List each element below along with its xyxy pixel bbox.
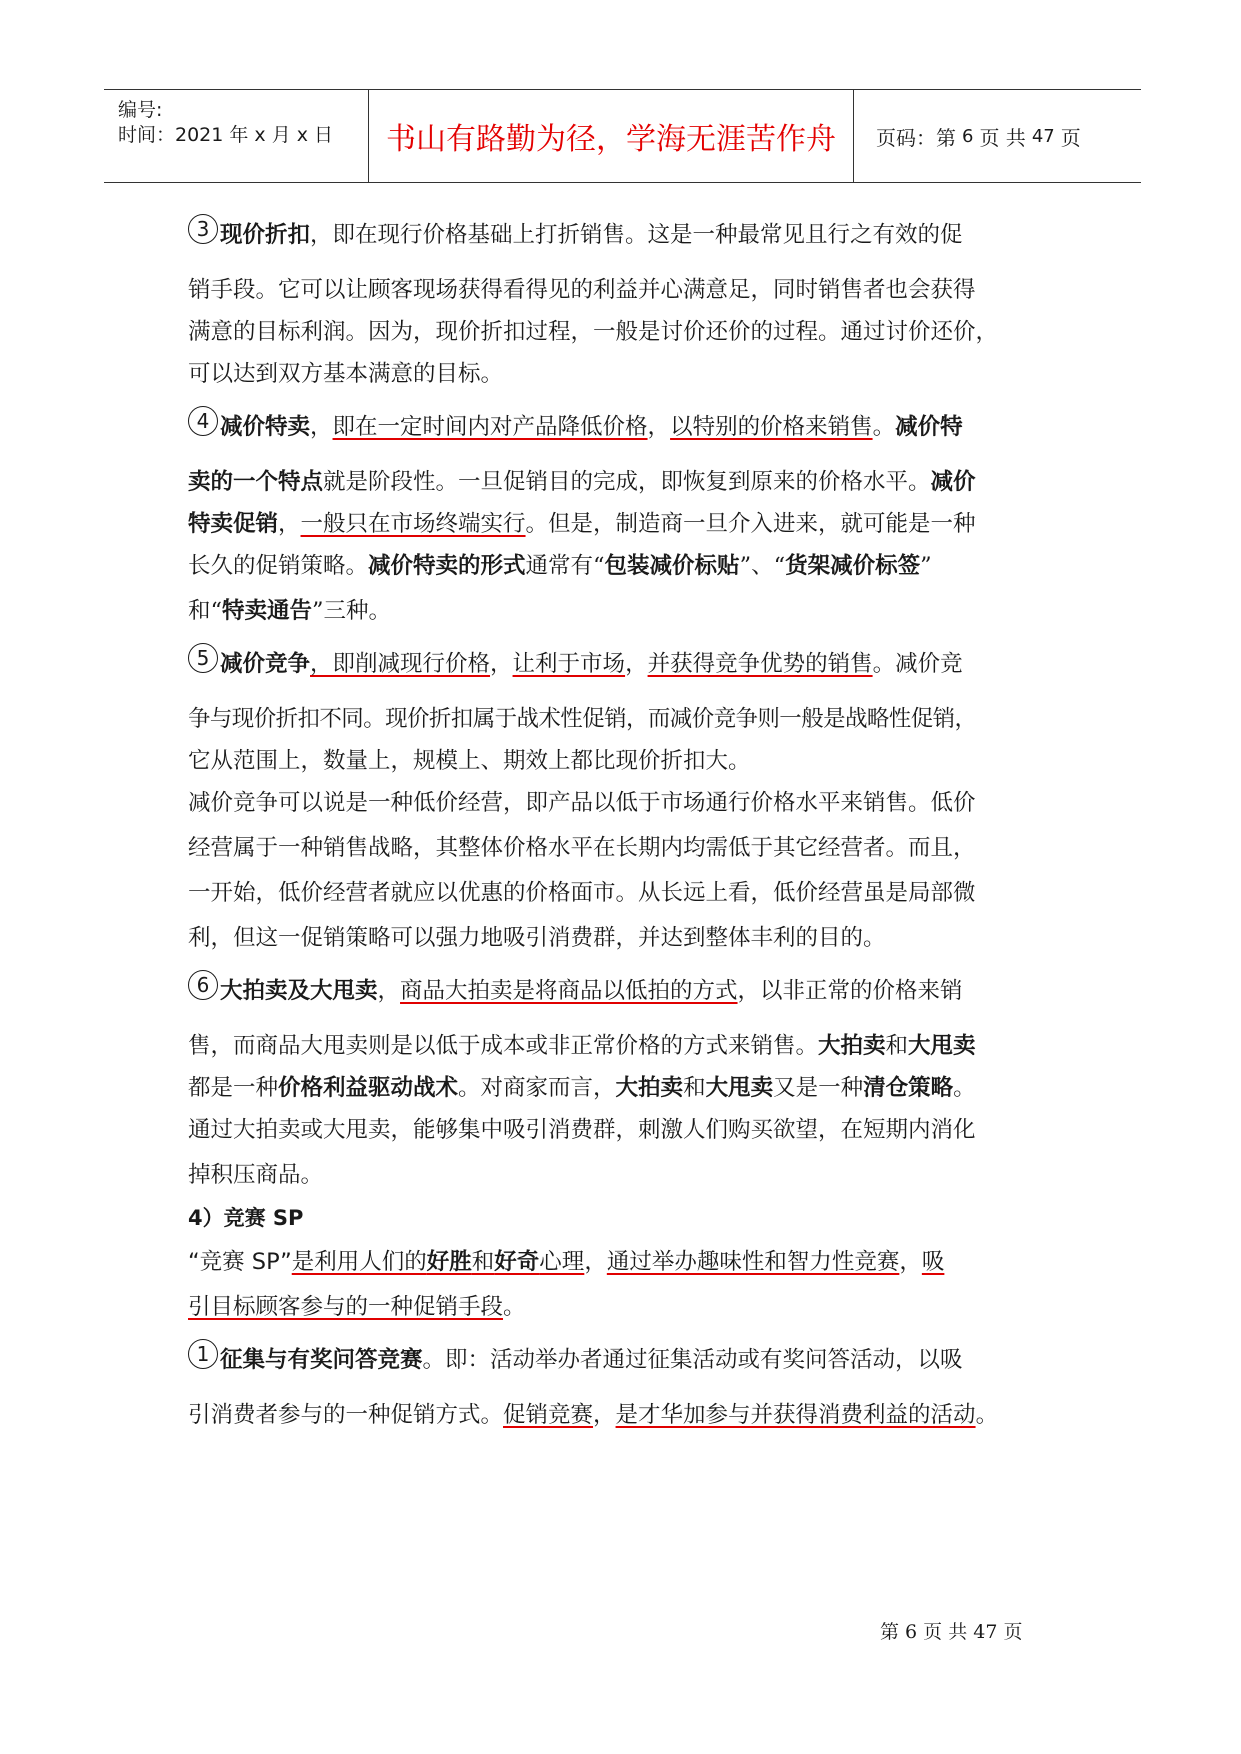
text-run: ， (490, 651, 513, 677)
text-line (188, 210, 1058, 260)
text-line (188, 1063, 1058, 1108)
page-label-mid: 页 共 (979, 125, 1026, 150)
bold-text: 包装减价标贴 (604, 553, 740, 579)
underlined-text: 通过举办趣味性和智力性竞赛 (606, 1249, 900, 1275)
text-line (188, 589, 1058, 639)
section-item-6 (188, 966, 1058, 1198)
page-footer: 第 6 页 共 47 页 (880, 1621, 1023, 1643)
circled-number: 5 (188, 643, 218, 673)
text-line (188, 544, 1058, 589)
bold-text: 卖的一个特点 (188, 469, 324, 495)
underlined-bold-text: 好胜 (426, 1249, 472, 1275)
text-run: 又是一种 (773, 1075, 864, 1101)
underlined-text: 吸 (921, 1249, 945, 1275)
underlined-bold-text: 好奇 (494, 1249, 540, 1275)
bold-text: 大拍卖 (615, 1075, 684, 1101)
text-run: 和“ (188, 598, 223, 624)
text-run: 。 (503, 1294, 526, 1320)
text-run: 和 (683, 1075, 706, 1101)
underlined-text: 即在一定时间内对产品降低价格 (332, 414, 648, 440)
underlined-text: 是才华加参与并获得消费利益的活动 (615, 1402, 976, 1428)
item-title: 减价特卖 (220, 414, 311, 440)
underlined-text: 和 (471, 1249, 495, 1275)
text-run: ， (625, 651, 648, 677)
text-run: ， (584, 1249, 607, 1275)
text-run: 。 (872, 414, 896, 440)
text-line (188, 402, 1058, 452)
circled-number: 6 (188, 970, 218, 1000)
header-motto: 书山有路勤为径，学海无涯苦作舟 (369, 90, 854, 182)
text-run: ” (920, 553, 932, 579)
page-total: 47 (1031, 125, 1055, 147)
item-title: 大拍卖及大甩卖 (220, 978, 378, 1004)
underlined-text: 以特别的价格来销售 (670, 414, 873, 440)
text-line (188, 499, 1058, 544)
text-line: 争与现价折扣不同。现价折扣属于战术性促销，而减价竞争则一般是战略性促销， (188, 706, 977, 732)
text-run: 和 (885, 1033, 909, 1059)
bold-text: 大甩卖 (705, 1075, 774, 1101)
doc-number-label: 编号: (118, 99, 163, 121)
bold-text: 货架减价标签 (785, 553, 921, 579)
bold-text: 大甩卖 (908, 1033, 976, 1059)
text-run: 。 (975, 1402, 999, 1428)
page-header-table (104, 89, 1141, 183)
circled-number: 3 (188, 214, 218, 244)
text-run: “竞赛 SP” (188, 1249, 292, 1275)
section-item-3 (188, 210, 1058, 402)
text-line: 经营属于一种销售战略，其整体价格水平在长期内均需低于其它经营者。而且， (188, 835, 976, 861)
text-run: ”、“ (739, 553, 786, 579)
item-title: 减价竞争 (220, 651, 311, 677)
underlined-text: ，即削减现行价格 (310, 651, 491, 677)
text-run: 就是阶段性。一旦促销目的完成，即恢复到原来的价格水平。 (323, 469, 931, 495)
text-run: ，以非正常的价格来销 (737, 978, 963, 1004)
text-line: 减价竞争可以说是一种低价经营，即产品以低于市场通行价格水平来销售。低价 (188, 790, 976, 816)
text-run: ， (899, 1249, 922, 1275)
bold-text: 价格利益驱动战术 (278, 1075, 459, 1101)
text-line: 通过大拍卖或大甩卖，能够集中吸引消费群，刺激人们购买欲望，在短期内消化 (188, 1117, 976, 1143)
text-line: 它从范围上，数量上，规模上、期效上都比现价折扣大。 (188, 748, 751, 774)
underlined-text: 引目标顾客参与的一种促销手段 (188, 1294, 504, 1320)
item-title: 现价折扣 (220, 222, 311, 248)
bold-text: 减价特卖的形式 (368, 553, 526, 579)
section-item-1 (188, 1335, 1058, 1432)
section-item-5 (188, 639, 1058, 966)
bold-text: 减价 (930, 469, 976, 495)
text-run: 。减价竞 (872, 651, 963, 677)
bold-text: 特卖通告 (222, 598, 313, 624)
text-run: 。 (953, 1075, 976, 1101)
page-label-post: 页 (1060, 125, 1081, 150)
text-line (188, 1240, 1058, 1285)
item-title: 征集与有奖问答竞赛 (220, 1347, 423, 1373)
header-page-info (854, 90, 1141, 182)
bold-text: 清仓策略 (863, 1075, 954, 1101)
text-run: ，即在现行价格基础上打折销售。这是一种最常见且行之有效的促 (310, 222, 963, 248)
doc-time-label: 时间：2021 年 x 月 x 日 (118, 124, 334, 146)
underlined-text: 是利用人们的 (291, 1249, 427, 1275)
circled-number: 4 (188, 406, 218, 436)
text-line (188, 1016, 1058, 1063)
text-line: 销手段。它可以让顾客现场获得看得见的利益并心满意足，同时销售者也会获得 (188, 277, 976, 303)
text-line (188, 966, 1058, 1016)
header-meta-cell (104, 90, 369, 182)
text-run: ， (647, 414, 671, 440)
underlined-text: 心理 (539, 1249, 585, 1275)
text-line (188, 1385, 1058, 1432)
section-item-4 (188, 402, 1058, 639)
text-run: 长久的促销策略。 (188, 553, 369, 579)
section-4-competition-sp (188, 1198, 1058, 1335)
text-run: ， (278, 511, 301, 537)
underlined-text: 商品大拍卖是将商品以低拍的方式 (400, 978, 738, 1004)
text-run: ”三种。 (312, 598, 392, 624)
underlined-text: 让利于市场 (512, 651, 626, 677)
text-line: 满意的目标利润。因为，现价折扣过程，一般是讨价还价的过程。通过讨价还价， (188, 319, 999, 345)
section-heading: 4）竞赛 SP (188, 1206, 304, 1230)
text-run: 售，而商品大甩卖则是以低于成本或非正常价格的方式来销售。 (188, 1033, 819, 1059)
page-current: 6 (962, 125, 974, 147)
text-run: 。对商家而言， (458, 1075, 616, 1101)
text-line: 利，但这一促销策略可以强力地吸引消费群，并达到整体丰利的目的。 (188, 925, 886, 951)
bold-text: 减价特 (895, 414, 963, 440)
underlined-text: 并获得竞争优势的销售 (647, 651, 873, 677)
underlined-text: 促销竞赛 (503, 1402, 594, 1428)
page-label-pre: 页码：第 (876, 125, 956, 150)
underlined-text: 一般只在市场终端实行 (300, 511, 526, 537)
text-run: ， (377, 978, 401, 1004)
text-line: 可以达到双方基本满意的目标。 (188, 361, 504, 387)
text-run: 引消费者参与的一种促销方式。 (188, 1402, 504, 1428)
text-line (188, 452, 1058, 499)
text-run: 通常有“ (525, 553, 605, 579)
text-run: ， (593, 1402, 616, 1428)
text-line (188, 639, 1058, 689)
text-run: 。但是，制造商一旦介入进来，就可能是一种 (525, 511, 976, 537)
text-run: ， (310, 414, 333, 440)
text-run: 都是一种 (188, 1075, 279, 1101)
text-line: 掉积压商品。 (188, 1162, 324, 1188)
text-run: 。即：活动举办者通过征集活动或有奖问答活动，以吸 (422, 1347, 963, 1373)
text-line (188, 1285, 1058, 1335)
bold-text: 特卖促销 (188, 511, 279, 537)
bold-text: 大拍卖 (818, 1033, 886, 1059)
text-line: 一开始，低价经营者就应以优惠的价格面市。从长远上看，低价经营虽是局部微 (188, 880, 976, 906)
circled-number: 1 (188, 1339, 218, 1369)
text-line (188, 1335, 1058, 1385)
document-body (188, 210, 1058, 1432)
